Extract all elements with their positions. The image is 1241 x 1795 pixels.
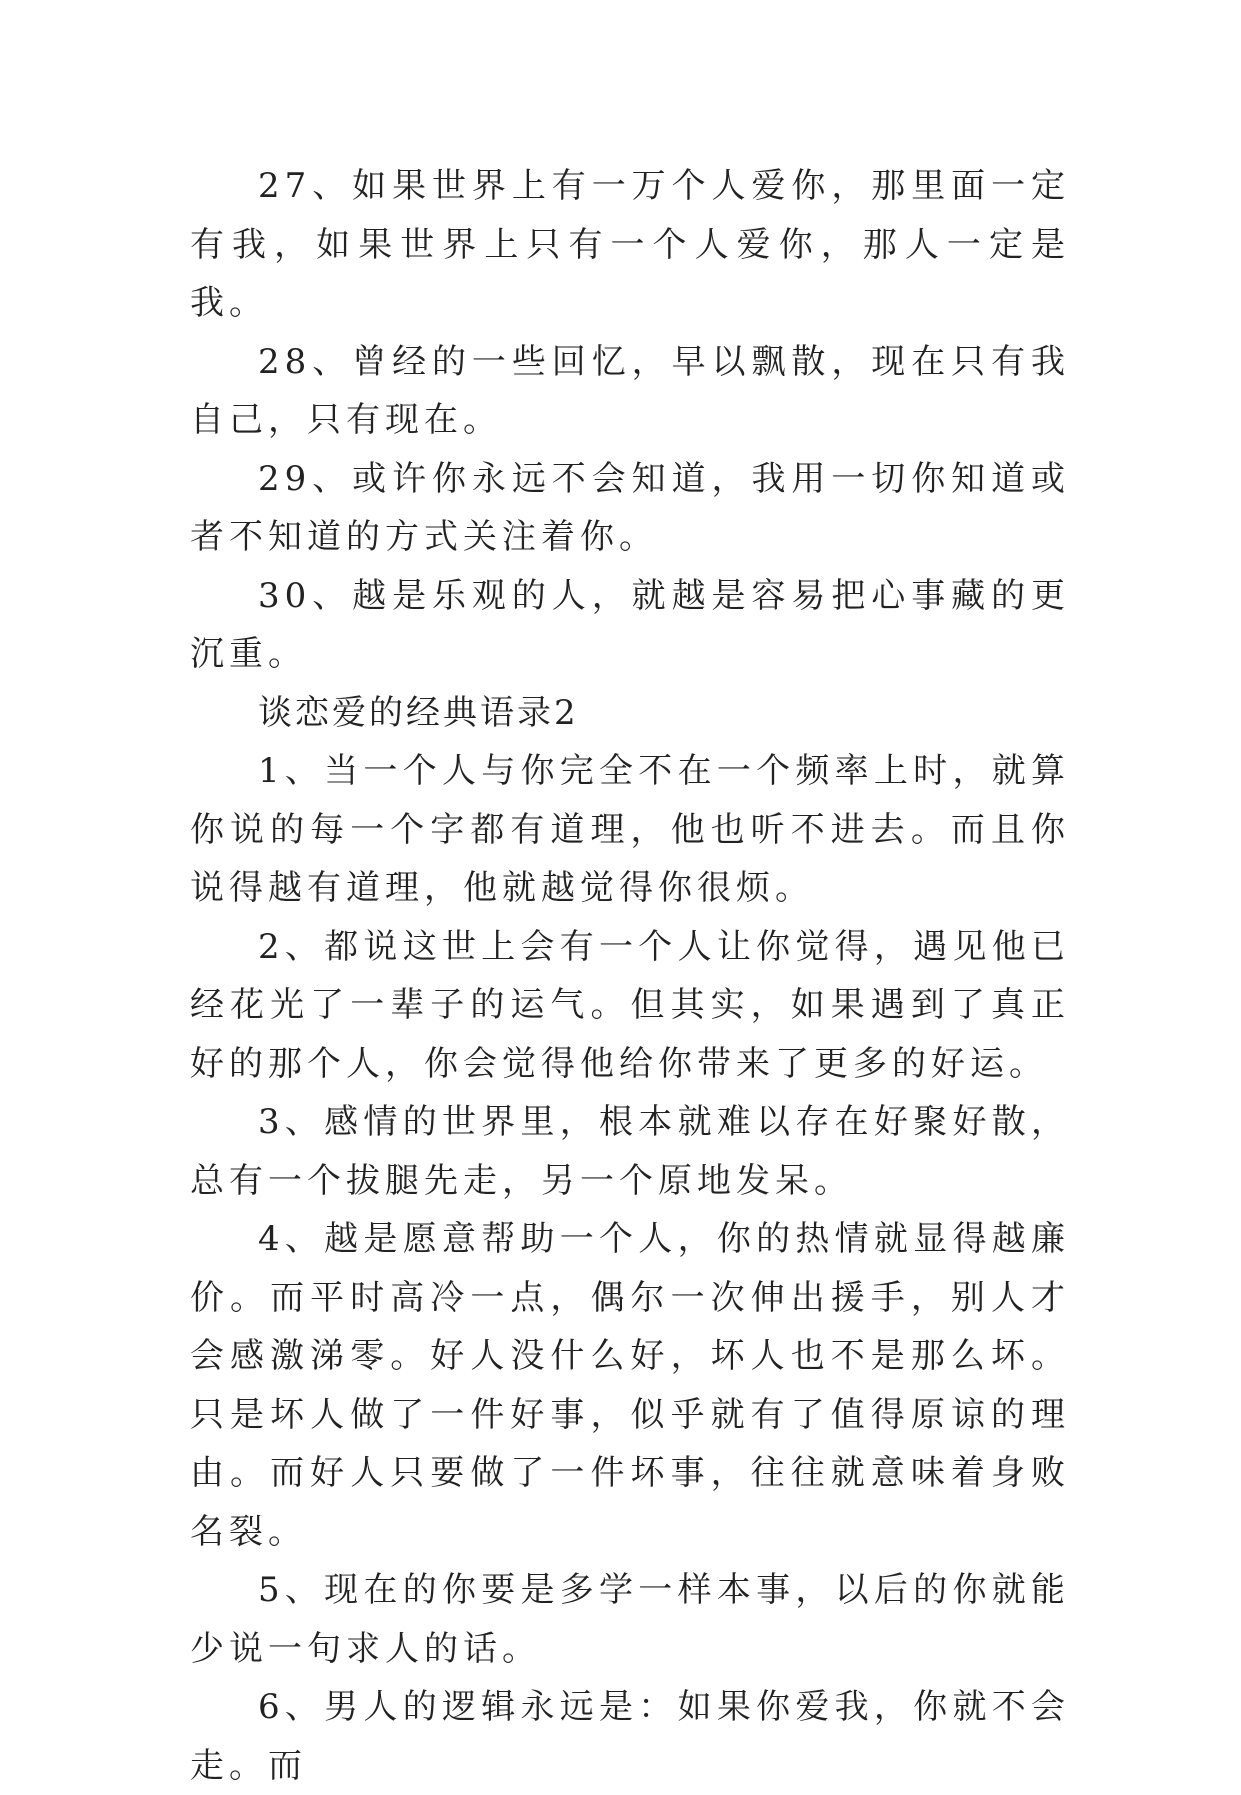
section-paragraph-2: 2、都说这世上会有一个人让你觉得，遇见他已经花光了一辈子的运气。但其实，如果遇到了真正好的那个人，你会觉得他给你带来了更多的好运。: [190, 926, 1070, 1084]
document-body: [190, 157, 1070, 1795]
section-paragraph-3: 3、感情的世界里，根本就难以存在好聚好散，总有一个拔腿先走，另一个原地发呆。: [190, 1102, 1070, 1201]
section-paragraph-6: 6、男人的逻辑永远是：如果你爱我，你就不会走。而: [190, 1687, 1070, 1786]
section-paragraph-5: 5、现在的你要是多学一样本事，以后的你就能少说一句求人的话。: [190, 1570, 1070, 1669]
section-paragraph-1: 1、当一个人与你完全不在一个频率上时，就算你说的每一个字都有道理，他也听不进去。而且你说得越有道理，他就越觉得你很烦。: [190, 751, 1070, 908]
section-heading: 谈恋爱的经典语录2: [258, 692, 579, 733]
paragraph-28: 28、曾经的一些回忆，早以飘散，现在只有我自己，只有现在。: [190, 341, 1070, 440]
paragraph-27: 27、如果世界上有一万个人爱你，那里面一定有我，如果世界上只有一个人爱你，那人一定是我。: [190, 166, 1070, 323]
paragraph-29: 29、或许你永远不会知道，我用一切你知道或者不知道的方式关注着你。: [190, 458, 1070, 557]
paragraph-30: 30、越是乐观的人，就越是容易把心事藏的更沉重。: [190, 575, 1070, 674]
section-paragraph-4: 4、越是愿意帮助一个人，你的热情就显得越廉价。而平时高冷一点，偶尔一次伸出援手，别人才会感激涕零。好人没什么好，坏人也不是那么坏。只是坏人做了一件好事，似乎就有了值得原谅的理由。而好人只要做了一件坏事，往往就意味着身败名裂。: [190, 1219, 1070, 1552]
